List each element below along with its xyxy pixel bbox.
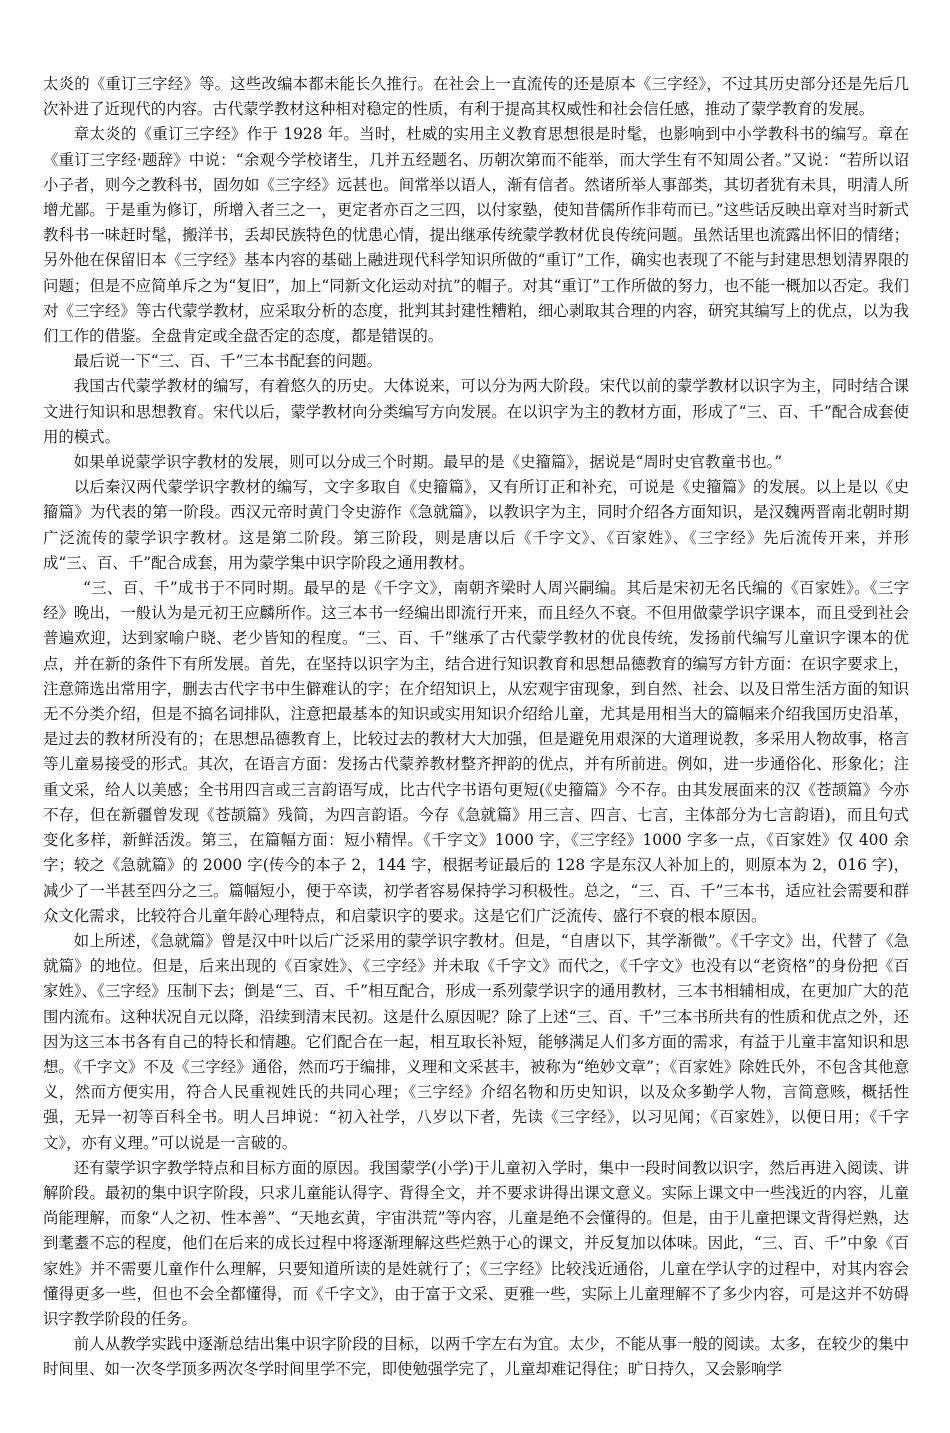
paragraph-three-periods: 如果单说蒙学识字教材的发展，则可以分成三个时期。最早的是《史籀篇》，据说是“周时史官教童书也。”: [73, 453, 783, 472]
paragraph-history-stages: 我国古代蒙学教材的编写，有着悠久的历史。大体说来，可以分为两大阶段。宋代以前的蒙学教材以识字为主，同时结合课文进行知识和思想教育。宋代以后，蒙学教材向分类编写方向发展。在以识字为主的教材方面，形成了“三、百、千”配合成套使用的模式。: [43, 377, 909, 446]
paragraph-continued-intro: 太炎的《重订三字经》等。这些改编本都未能长久推行。在社会上一直流传的还是原本《三字经》，不过其历史部分还是先后几次补进了近现代的内容。古代蒙学教材这种相对稳定的性质，有利于提高其权威性和社会信任感，推动了蒙学教育的发展。: [43, 75, 909, 119]
paragraph-qin-han: 以后秦汉两代蒙学识字教材的编写，文字多取自《史籀篇》，又有所订正和补充，可说是《史籀篇》的发展。以上是以《史籀篇》为代表的第一阶段。西汉元帝时黄门令史游作《急就篇》，以教识字为主，同时介绍各方面知识，是汉魏两晋南北朝时期广泛流传的蒙学识字教材。这是第二阶段。第三阶段，则是唐以后《千字文》、《百家姓》、《三字经》先后流传开来，并形成“三、百、千”配合成套，用为蒙学集中识字阶段之通用教材。: [43, 478, 909, 572]
document-page: [43, 72, 909, 1383]
paragraph-three-books: “三、百、千”成书于不同时期。最早的是《千字文》，南朝齐梁时人周兴嗣编。其后是宋初无名氏编的《百家姓》。《三字经》晚出，一般认为是元初王应麟所作。这三本书一经编出即流行开来，而且经久不衰。不但用做蒙学识字课本，而且受到社会普遍欢迎，达到家喻户晓、老少皆知的程度。“三、百、千”继承了古代蒙学教材的优良传统，发扬前代编写儿童识字课本的优点，并在新的条件下有所发展。首先，在坚持以识字为主，结合进行知识教育和思想品德教育的编写方针方面：在识字要求上，注意筛选出常用字，删去古代字书中生僻难认的字；在介绍知识上，从宏观宇宙现象，到自然、社会、以及日常生活方面的知识无不分类介绍，但是不搞名词排队，注意把最基本的知识或实用知识介绍给儿童，尤其是用相当大的篇幅来介绍我国历史沿革，是过去的教材所没有的；在思想品德教育上，比较过去的教材大大加强，但是避免用艰深的大道理说教，多采用人物故事，格言等儿童易接受的形式。其次，在语言方面：发扬古代蒙养教材整齐押韵的优点，并有所前进。例如，进一步通俗化、形象化；注重文采，给人以美感；全书用四言或三言韵语写成，比古代字书语句更短(《史籀篇》今不存。由其发展面来的汉《苍颉篇》今亦不存，但在新疆曾发现《苍颉篇》残简，为四言韵语。今存《急就篇》用三言、四言、七言，主体部分为七言韵语)，而且句式变化多样，新鲜活泼。第三，在篇幅方面：短小精悍。《千字文》1000 字，《三字经》1000 字多一点，《百家姓》仅 400 余字；较之《急就篇》的 2000 字(传今的本子 2，144 字，根据考证最后的 128 字是东汉人补加上的，则原本为 2，016 字)，减少了一半甚至四分之三。篇幅短小，便于卒读，初学者容易保持学习积极性。总之，“三、百、千”三本书，适应社会需要和群众文化需求，比较符合儿童年龄心理特点，和启蒙识字的要求。这是它们广泛流传、盛行不衰的根本原因。: [43, 579, 909, 925]
paragraph-jijiu-pian: 如上所述，《急就篇》曾是汉中叶以后广泛采用的蒙学识字教材。但是，“自唐以下，其学渐微”。《千字文》出，代替了《急就篇》的地位。但是，后来出现的《百家姓》、《三字经》并未取《千字文》而代之，《千字文》也没有以“老资格”的身份把《百家姓》、《三字经》压制下去；倒是“三、百、千”相互配合，形成一系列蒙学识字的通用教材，三本书相辅相成，在更加广大的范围内流布。这种状况自元以降，沿续到清末民初。这是什么原因呢？除了上述“三、百、千”三本书所共有的性质和优点之外，还因为这三本书各有自己的特长和情趣。它们配合在一起，相互取长补短，能够满足人们多方面的需求，有益于儿童丰富知识和思想。《千字文》不及《三字经》通俗，然而巧于编排，义理和文采甚丰，被称为“绝妙文章”；《百家姓》除姓氏外，不包含其他意义，然而方便实用，符合人民重视姓氏的共同心理；《三字经》介绍名物和历史知识，以及众多勤学人物，言简意赅，概括性强，无异一初等百科全书。明人吕坤说：“初入社学，八岁以下者，先读《三字经》，以习见闻；《百家姓》，以便日用；《千字文》，亦有义理。”可以说是一言破的。: [43, 931, 909, 1152]
paragraph-san-bai-qian-intro: 最后说一下“三、百、千”三本书配套的问题。: [73, 352, 382, 371]
paragraph-teaching-features: 还有蒙学识字教学特点和目标方面的原因。我国蒙学(小学)于儿童初入学时，集中一段时间教以识字，然后再进入阅读、讲解阶段。最初的集中识字阶段，只求儿童能认得字、背得全文，并不要求讲得出课文意义。实际上课文中一些浅近的内容，儿童尚能理解，而象“人之初、性本善”、“天地玄黄，宇宙洪荒”等内容，儿童是绝不会懂得的。但是，由于儿童把课文背得烂熟，达到耄耋不忘的程度，他们在后来的成长过程中将逐渐理解这些烂熟于心的课文，并反复加以体味。因此，“三、百、千”中象《百家姓》并不需要儿童作什么理解，只要知道所读的是姓就行了；《三字经》比较浅近通俗，儿童在学认字的过程中，对其内容会懂得更多一些，但也不会全都懂得，而《千字文》，由于富于文采、更雅一些，实际上儿童理解不了多少内容，可是这并不妨碍识字教学阶段的任务。: [43, 1158, 909, 1328]
paragraph-literacy-goal: 前人从教学实践中逐渐总结出集中识字阶段的目标，以两千字左右为宜。太少，不能从事一般的阅读。太多，在较少的集中时间里、如一次冬学顶多两次冬学时间里学不完，即使勉强学完了，儿童却难记得住；旷日持久，又会影响学: [43, 1335, 909, 1379]
paragraph-zhang-taiyan: 章太炎的《重订三字经》作于 1928 年。当时，杜威的实用主义教育思想很是时髦，也影响到中小学教科书的编写。章在《重订三字经·题辞》中说：“余观今学校诸生，几并五经题名、历朝次第而不能举，而大学生有不知周公者。”又说：“若所以诏小子者，则今之教科书，固勿如《三字经》远甚也。间常举以语人，渐有信者。然诸所举人事部类，其切者犹有未具，明清人所增尤鄙。于是重为修订，所增入者三之一，更定者亦百之三四，以付家塾，使知昔儒所作非苟而已。”这些话反映出章对当时新式教科书一味赶时髦，搬洋书，丢却民族特色的忧患心情，提出继承传统蒙学教材优良传统问题。虽然话里也流露出怀旧的情绪；另外他在保留旧本《三字经》基本内容的基础上融进现代科学知识所做的“重订”工作，确实也表现了不能与封建思想划清界限的问题；但是不应简单斥之为“复旧”，加上“同新文化运动对抗”的帽子。对其“重订”工作所做的努力，也不能一概加以否定。我们对《三字经》等古代蒙学教材，应采取分析的态度，批判其封建性糟粕，细心剥取其合理的内容，研究其编写上的优点，以为我们工作的借鉴。全盘肯定或全盘否定的态度，都是错误的。: [43, 125, 909, 346]
